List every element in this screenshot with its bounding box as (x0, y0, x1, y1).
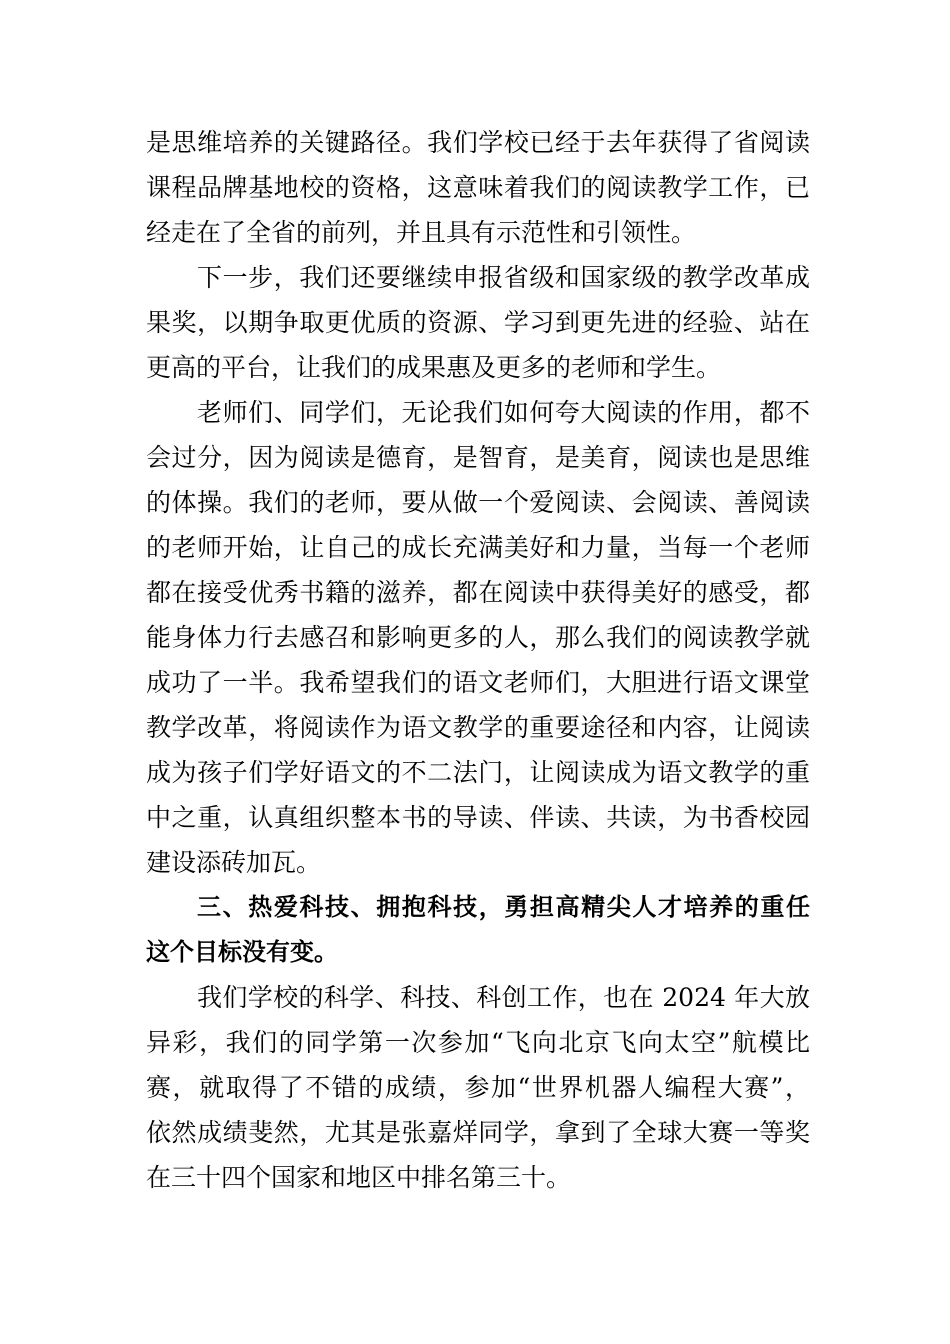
text-line: 成为孩子们学好语文的不二法门，让阅读成为语文教学的重 (146, 758, 810, 787)
text-line: 中之重，认真组织整本书的导读、伴读、共读，为书香校园 (146, 803, 810, 832)
text-line: 异彩，我们的同学第一次参加“飞向北京飞向太空”航模比 (146, 1028, 810, 1057)
text-line: 的老师开始，让自己的成长充满美好和力量，当每一个老师 (146, 533, 810, 562)
paragraph-reading-role (146, 390, 810, 885)
heading-line: 这个目标没有变。 (146, 938, 338, 966)
text-line: 依然成绩斐然，尤其是张嘉烊同学，拿到了全球大赛一等奖 (146, 1118, 810, 1147)
text-line: 果奖，以期争取更优质的资源、学习到更先进的经验、站在 (146, 308, 810, 337)
text-line: 老师们、同学们，无论我们如何夸大阅读的作用，都不 (197, 398, 810, 427)
paragraph-reading-base (146, 120, 810, 255)
text-line: 课程品牌基地校的资格，这意味着我们的阅读教学工作，已 (146, 173, 810, 202)
text-line: 都在接受优秀书籍的滋养，都在阅读中获得美好的感受，都 (146, 578, 810, 607)
text-line: 更高的平台，让我们的成果惠及更多的老师和学生。 (146, 353, 722, 382)
text-line: 在三十四个国家和地区中排名第三十。 (146, 1163, 572, 1192)
heading-line: 三、热爱科技、拥抱科技，勇担高精尖人才培养的重任 (197, 893, 810, 921)
text-line: 能身体力行去感召和影响更多的人，那么我们的阅读教学就 (146, 623, 810, 652)
paragraph-science (146, 975, 810, 1200)
text-line: 我们学校的科学、科技、科创工作，也在 2024 年大放 (197, 983, 810, 1012)
text-line: 经走在了全省的前列，并且具有示范性和引领性。 (146, 218, 697, 247)
text-line: 建设添砖加瓦。 (146, 848, 322, 877)
text-line: 的体操。我们的老师，要从做一个爱阅读、会阅读、善阅读 (146, 488, 810, 517)
text-line: 会过分，因为阅读是德育，是智育，是美育，阅读也是思维 (146, 443, 810, 472)
text-line: 赛，就取得了不错的成绩，参加“世界机器人编程大赛”， (146, 1073, 810, 1102)
text-line: 教学改革，将阅读作为语文教学的重要途径和内容，让阅读 (146, 713, 810, 742)
document-page (146, 120, 810, 1200)
paragraph-next-step (146, 255, 810, 390)
text-line: 下一步，我们还要继续申报省级和国家级的教学改革成 (197, 263, 810, 292)
text-line: 成功了一半。我希望我们的语文老师们，大胆进行语文课堂 (146, 668, 810, 697)
text-line: 是思维培养的关键路径。我们学校已经于去年获得了省阅读 (146, 128, 810, 157)
section-heading (146, 885, 810, 975)
